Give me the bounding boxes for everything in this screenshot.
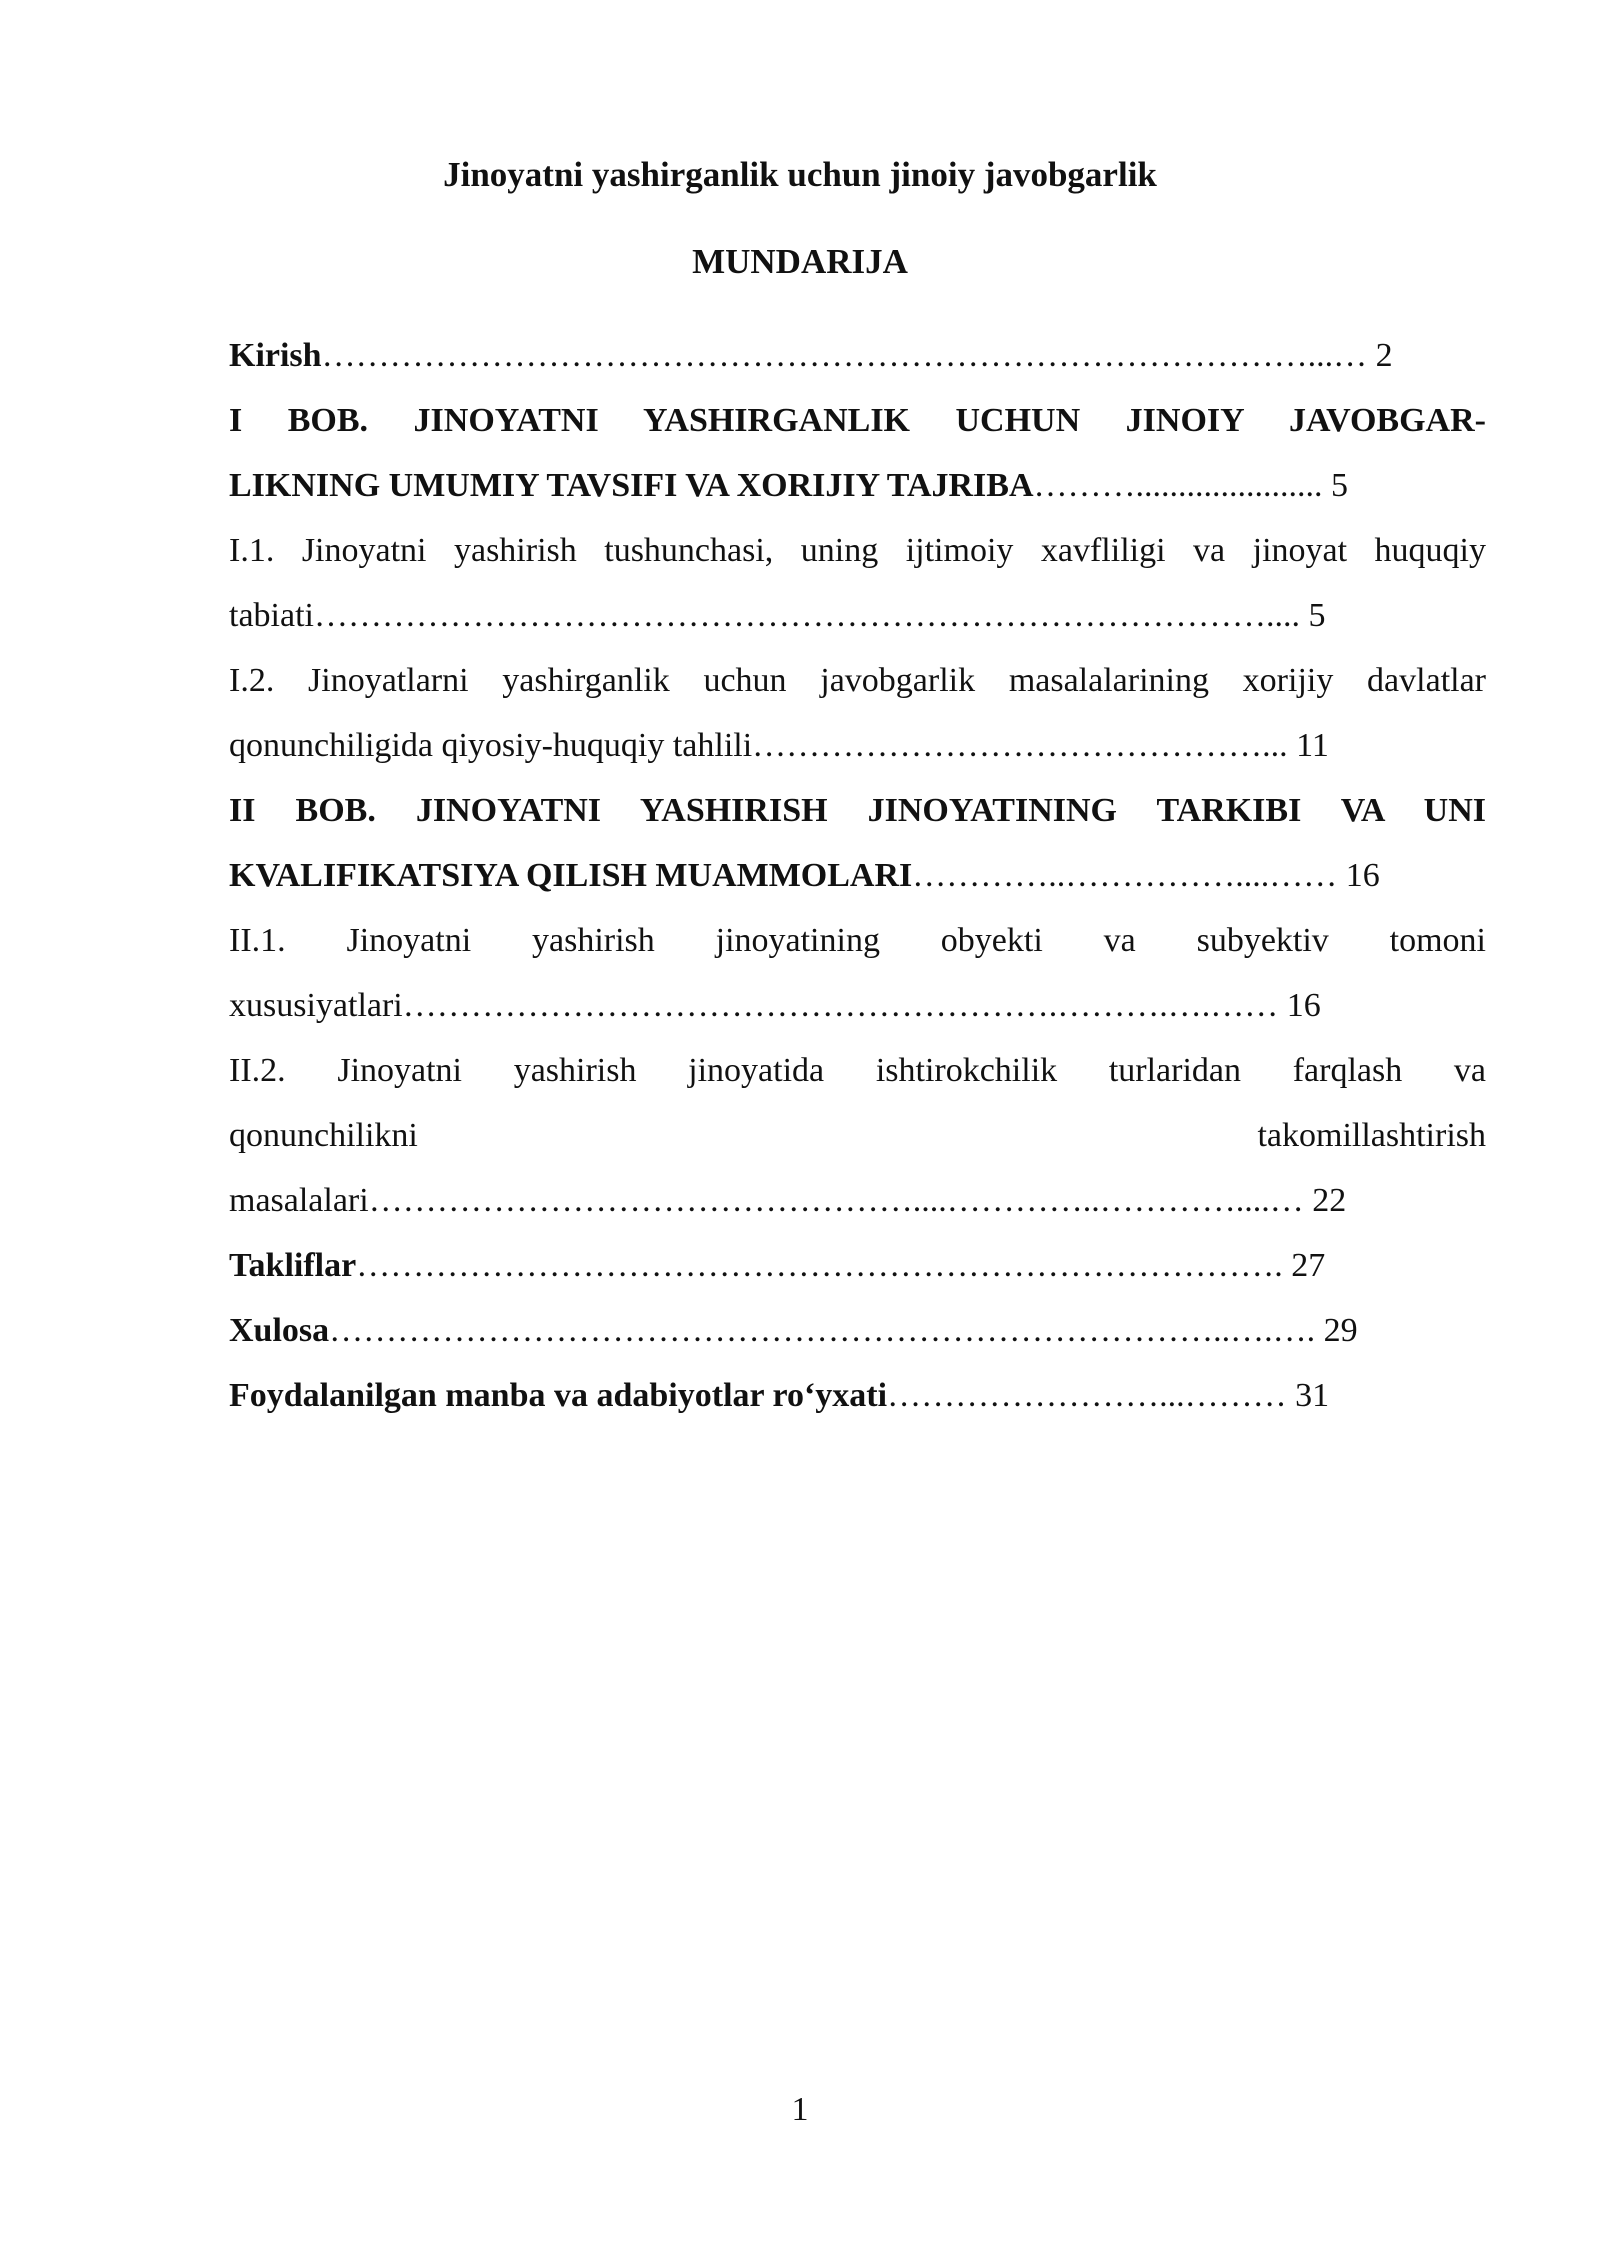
toc-entry-label: LIKNING UMUMIY TAVSIFI VA XORIJIY TAJRIBA <box>229 467 1034 504</box>
toc-entry-label: Takliflar <box>229 1247 357 1284</box>
toc-entry-label: Foydalanilgan manba va adabiyotlar ro‘yxati <box>229 1377 888 1414</box>
toc-entry-xulosa <box>229 1298 1486 1363</box>
toc-entry-leader: ……………………...……… 31 <box>887 1377 1330 1414</box>
document-title: Jinoyatni yashirganlik uchun jinoiy javobgarlik <box>443 155 1157 194</box>
toc-entry-section-2-2-line-1: II.2. Jinoyatni yashirish jinoyatida ishtirokchilik turlaridan farqlash va <box>229 1052 1486 1089</box>
toc-entry-section-1-1-line-2: tabiati………………………………………………………………………….... 5 <box>229 597 1326 634</box>
toc-heading: MUNDARIJA <box>692 242 908 281</box>
toc-entry-section-1-2-line-2: qonunchiligida qiyosiy-huquqiy tahlili………………………………………... 11 <box>229 727 1329 764</box>
toc-entry-section-2-2-line-2: qonunchilikni takomillashtirish <box>229 1117 1486 1154</box>
toc-entry-section-1-1-line-1: I.1. Jinoyatni yashirish tushunchasi, uning ijtimoiy xavfliligi va jinoyat huquqiy <box>229 532 1486 569</box>
toc-entry-section-1-2-line-1: I.2. Jinoyatlarni yashirganlik uchun javobgarlik masalalarining xorijiy davlatlar <box>229 662 1486 699</box>
toc-entry-chapter-2-line-1: II BOB. JINOYATNI YASHIRISH JINOYATINING TARKIBI VA UNI <box>229 792 1486 829</box>
toc-entry-section-2-2-line-3: masalalari…………………………………………....…………..…………....… 22 <box>229 1182 1347 1219</box>
toc-entry-leader: ……………………………………………………………………………...… 2 <box>321 337 1393 374</box>
toc-entry-chapter-1-line-2 <box>229 453 1486 518</box>
toc-entry-section-2-1-line-2: xususiyatlari………………………………………………….……….….…… 16 <box>229 987 1321 1024</box>
toc-entry-leader: ……………………………………………………………………..….…. 29 <box>329 1312 1358 1349</box>
toc-entry-leader: …………..……………....…… 16 <box>912 857 1380 894</box>
toc-entry-kirish <box>229 323 1486 388</box>
toc-entry-chapter-2-line-2 <box>229 843 1486 908</box>
toc-entry-label: Kirish <box>229 337 322 374</box>
toc-entry-section-2-1-line-1: II.1. Jinoyatni yashirish jinoyatining obyekti va subyektiv tomoni <box>229 922 1486 959</box>
toc-entry-manbalar <box>229 1363 1486 1428</box>
toc-entry-label: KVALIFIKATSIYA QILISH MUAMMOLARI <box>229 857 913 894</box>
toc-entry-leader: ………………………………………………………………………. 27 <box>356 1247 1326 1284</box>
toc-entry-chapter-1-line-1: I BOB. JINOYATNI YASHIRGANLIK UCHUN JINOIY JAVOBGAR- <box>229 402 1486 439</box>
toc-entry-label: Xulosa <box>229 1312 330 1349</box>
table-of-contents <box>229 323 1486 1428</box>
page-number: 1 <box>791 2091 809 2128</box>
toc-entry-takliflar <box>229 1233 1486 1298</box>
toc-entry-leader: ………...................... 5 <box>1033 467 1349 504</box>
